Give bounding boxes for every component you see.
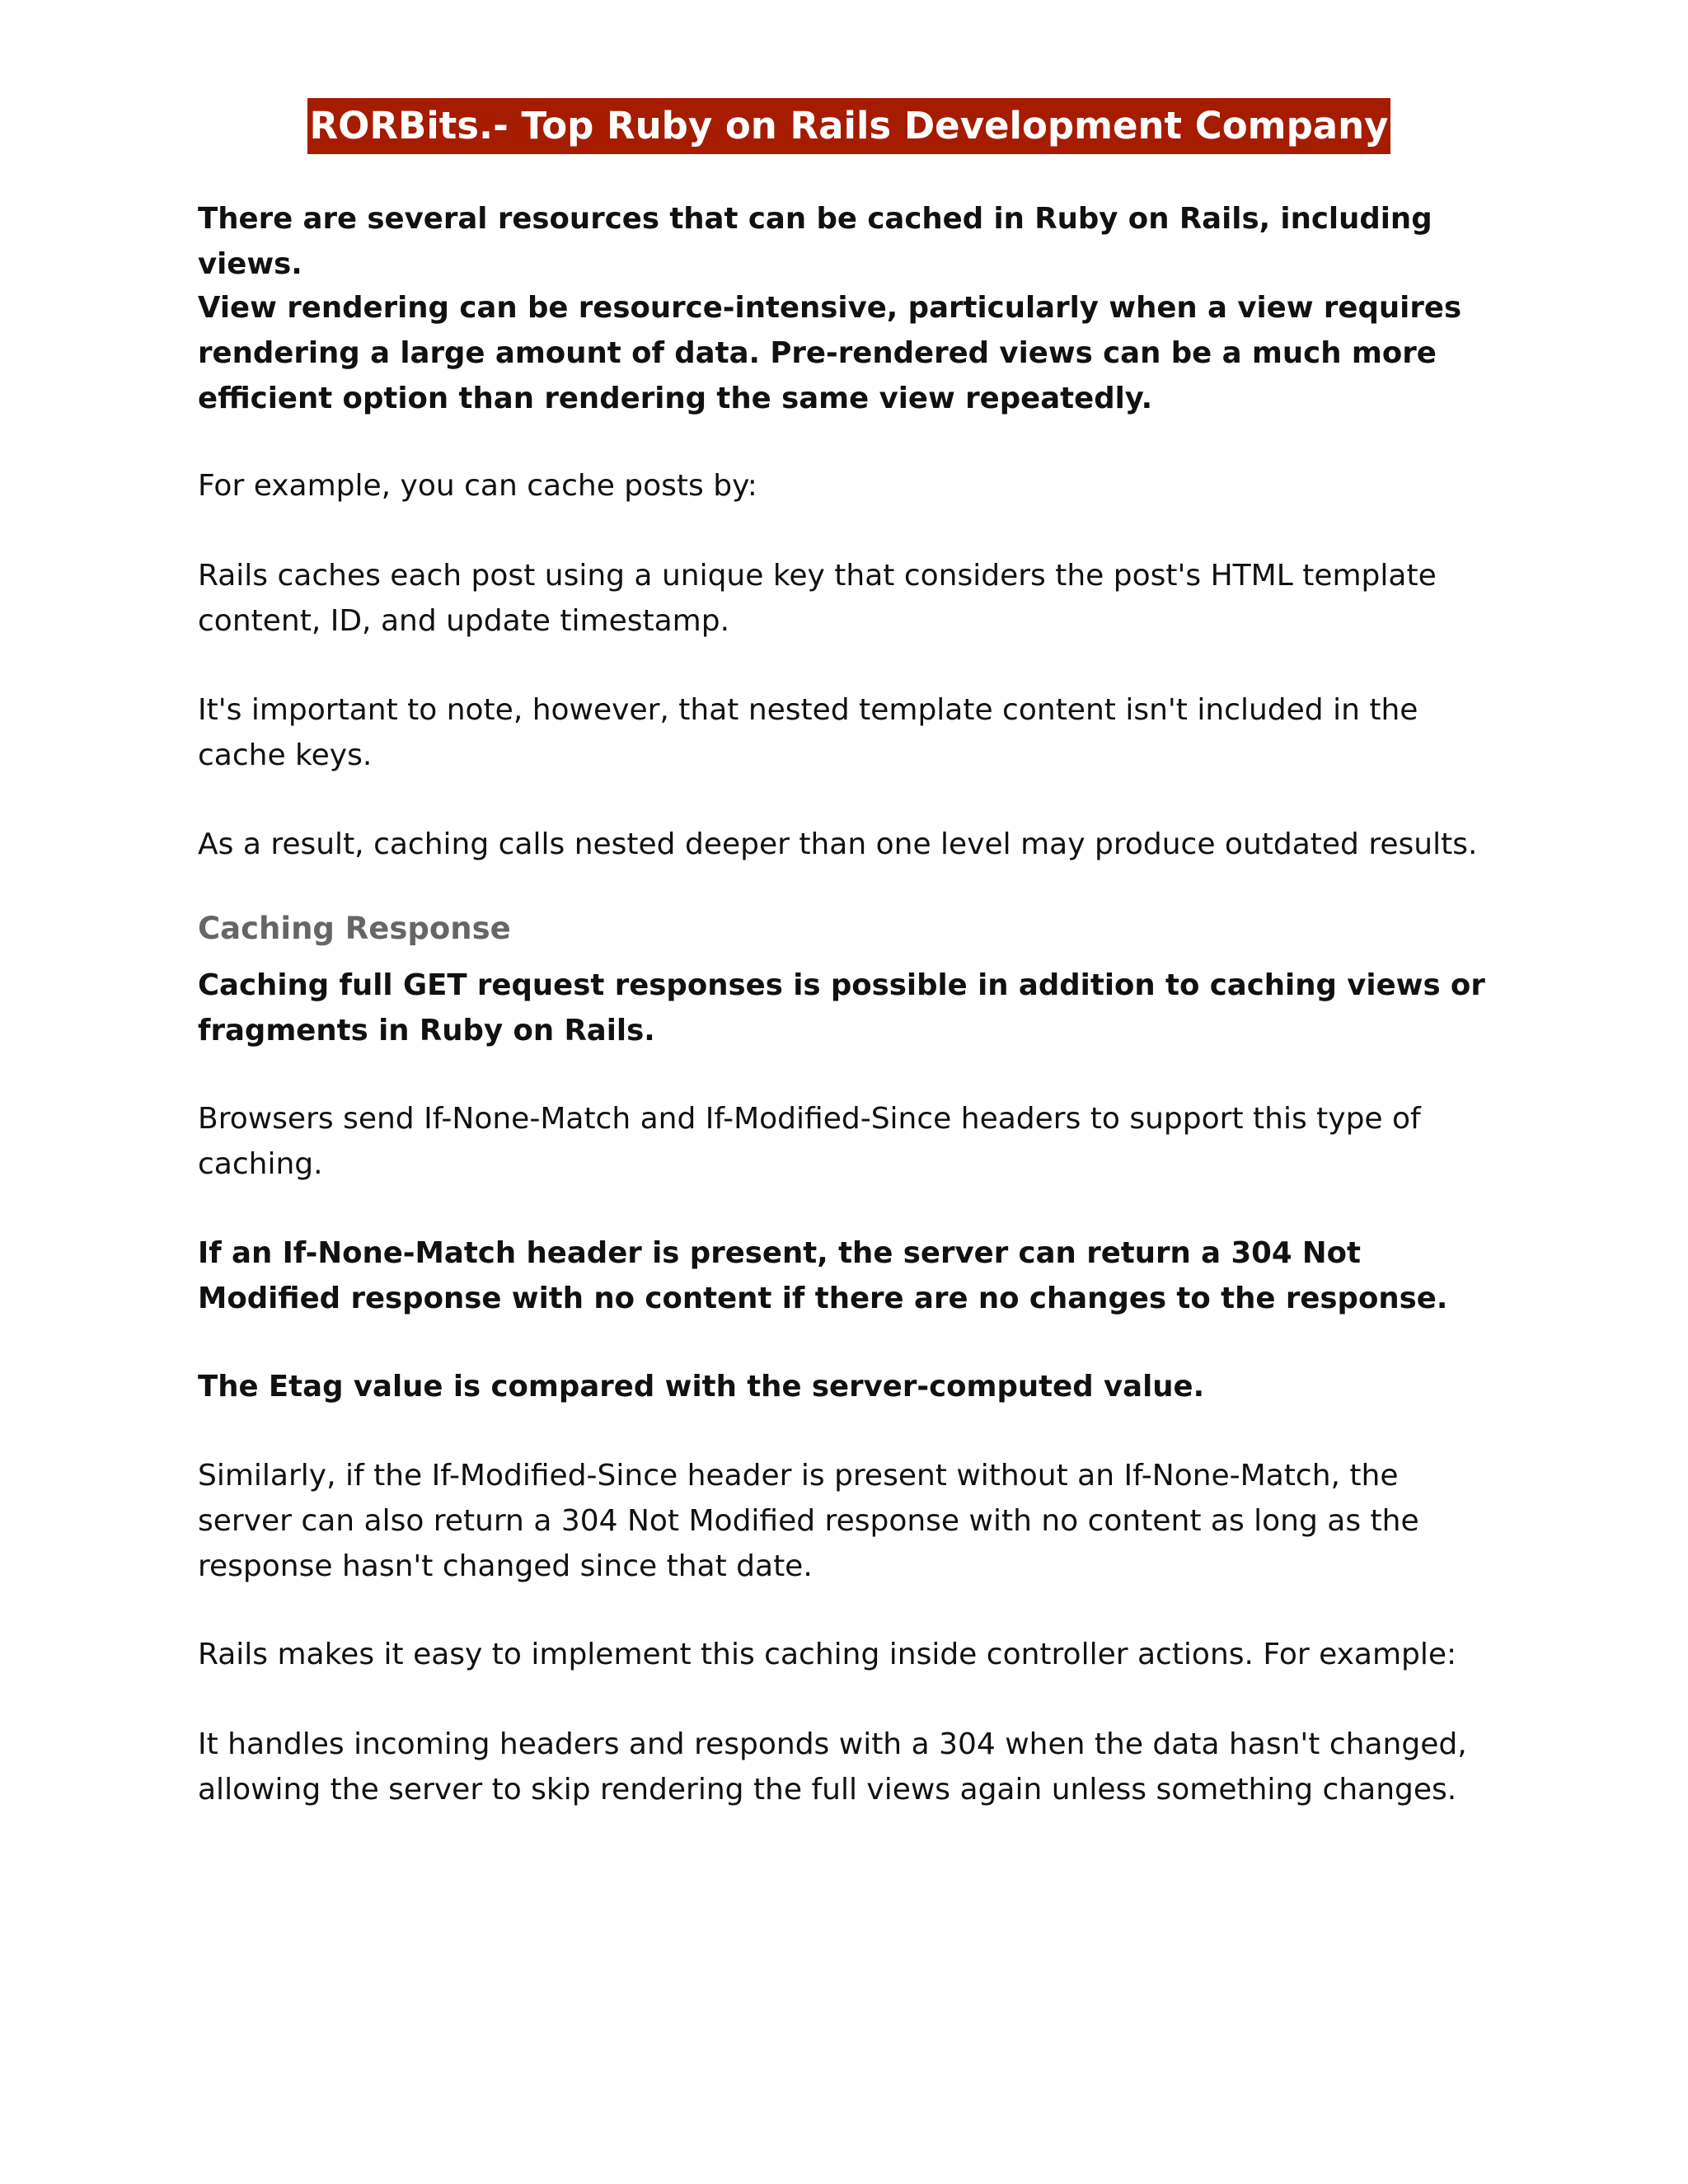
paragraph-cache-example: For example, you can cache posts by: bbox=[198, 469, 757, 503]
paragraph-view-rendering: View rendering can be resource-intensive, particularly when a view requires rendering a large amount of data. Pre-rendered views can be a much more efficient option than rendering the same view repeatedly. bbox=[198, 291, 1462, 415]
paragraph-cache-key: Rails caches each post using a unique key that considers the post's HTML template content, ID, and update timestamp. bbox=[198, 559, 1437, 638]
paragraph-outdated-results: As a result, caching calls nested deeper than one level may produce outdated results. bbox=[198, 827, 1478, 861]
paragraph-nested-templates: It's important to note, however, that nested template content isn't included in the cache keys. bbox=[198, 693, 1418, 772]
paragraph-if-modified-since: Similarly, if the If-Modified-Since header is present without an If-None-Match, the server can also return a 304 Not Modified response with no content as long as the response hasn't changed since that date. bbox=[198, 1459, 1419, 1583]
paragraph-if-none-match: If an If-None-Match header is present, the server can return a 304 Not Modified response with no content if there are no changes to the response. bbox=[198, 1236, 1448, 1315]
paragraph-etag: The Etag value is compared with the server-computed value. bbox=[198, 1370, 1205, 1404]
paragraph-views-cacheable: There are several resources that can be cached in Ruby on Rails, including views. bbox=[198, 202, 1432, 281]
document-title: RORBits.- Top Ruby on Rails Development Company bbox=[307, 98, 1390, 154]
paragraph-controller-actions: Rails makes it easy to implement this caching inside controller actions. For example: bbox=[198, 1638, 1457, 1671]
paragraph-304-handling: It handles incoming headers and responds with a 304 when the data hasn't changed, allowing the server to skip rendering the full views again unless something changes. bbox=[198, 1727, 1467, 1807]
paragraph-get-responses: Caching full GET request responses is possible in addition to caching views or fragments in Ruby on Rails. bbox=[198, 968, 1485, 1047]
paragraph-browser-headers: Browsers send If-None-Match and If-Modified-Since headers to support this type of caching. bbox=[198, 1102, 1421, 1181]
title-wrapper bbox=[198, 98, 1500, 154]
section-heading-caching-response: Caching Response bbox=[198, 911, 511, 946]
